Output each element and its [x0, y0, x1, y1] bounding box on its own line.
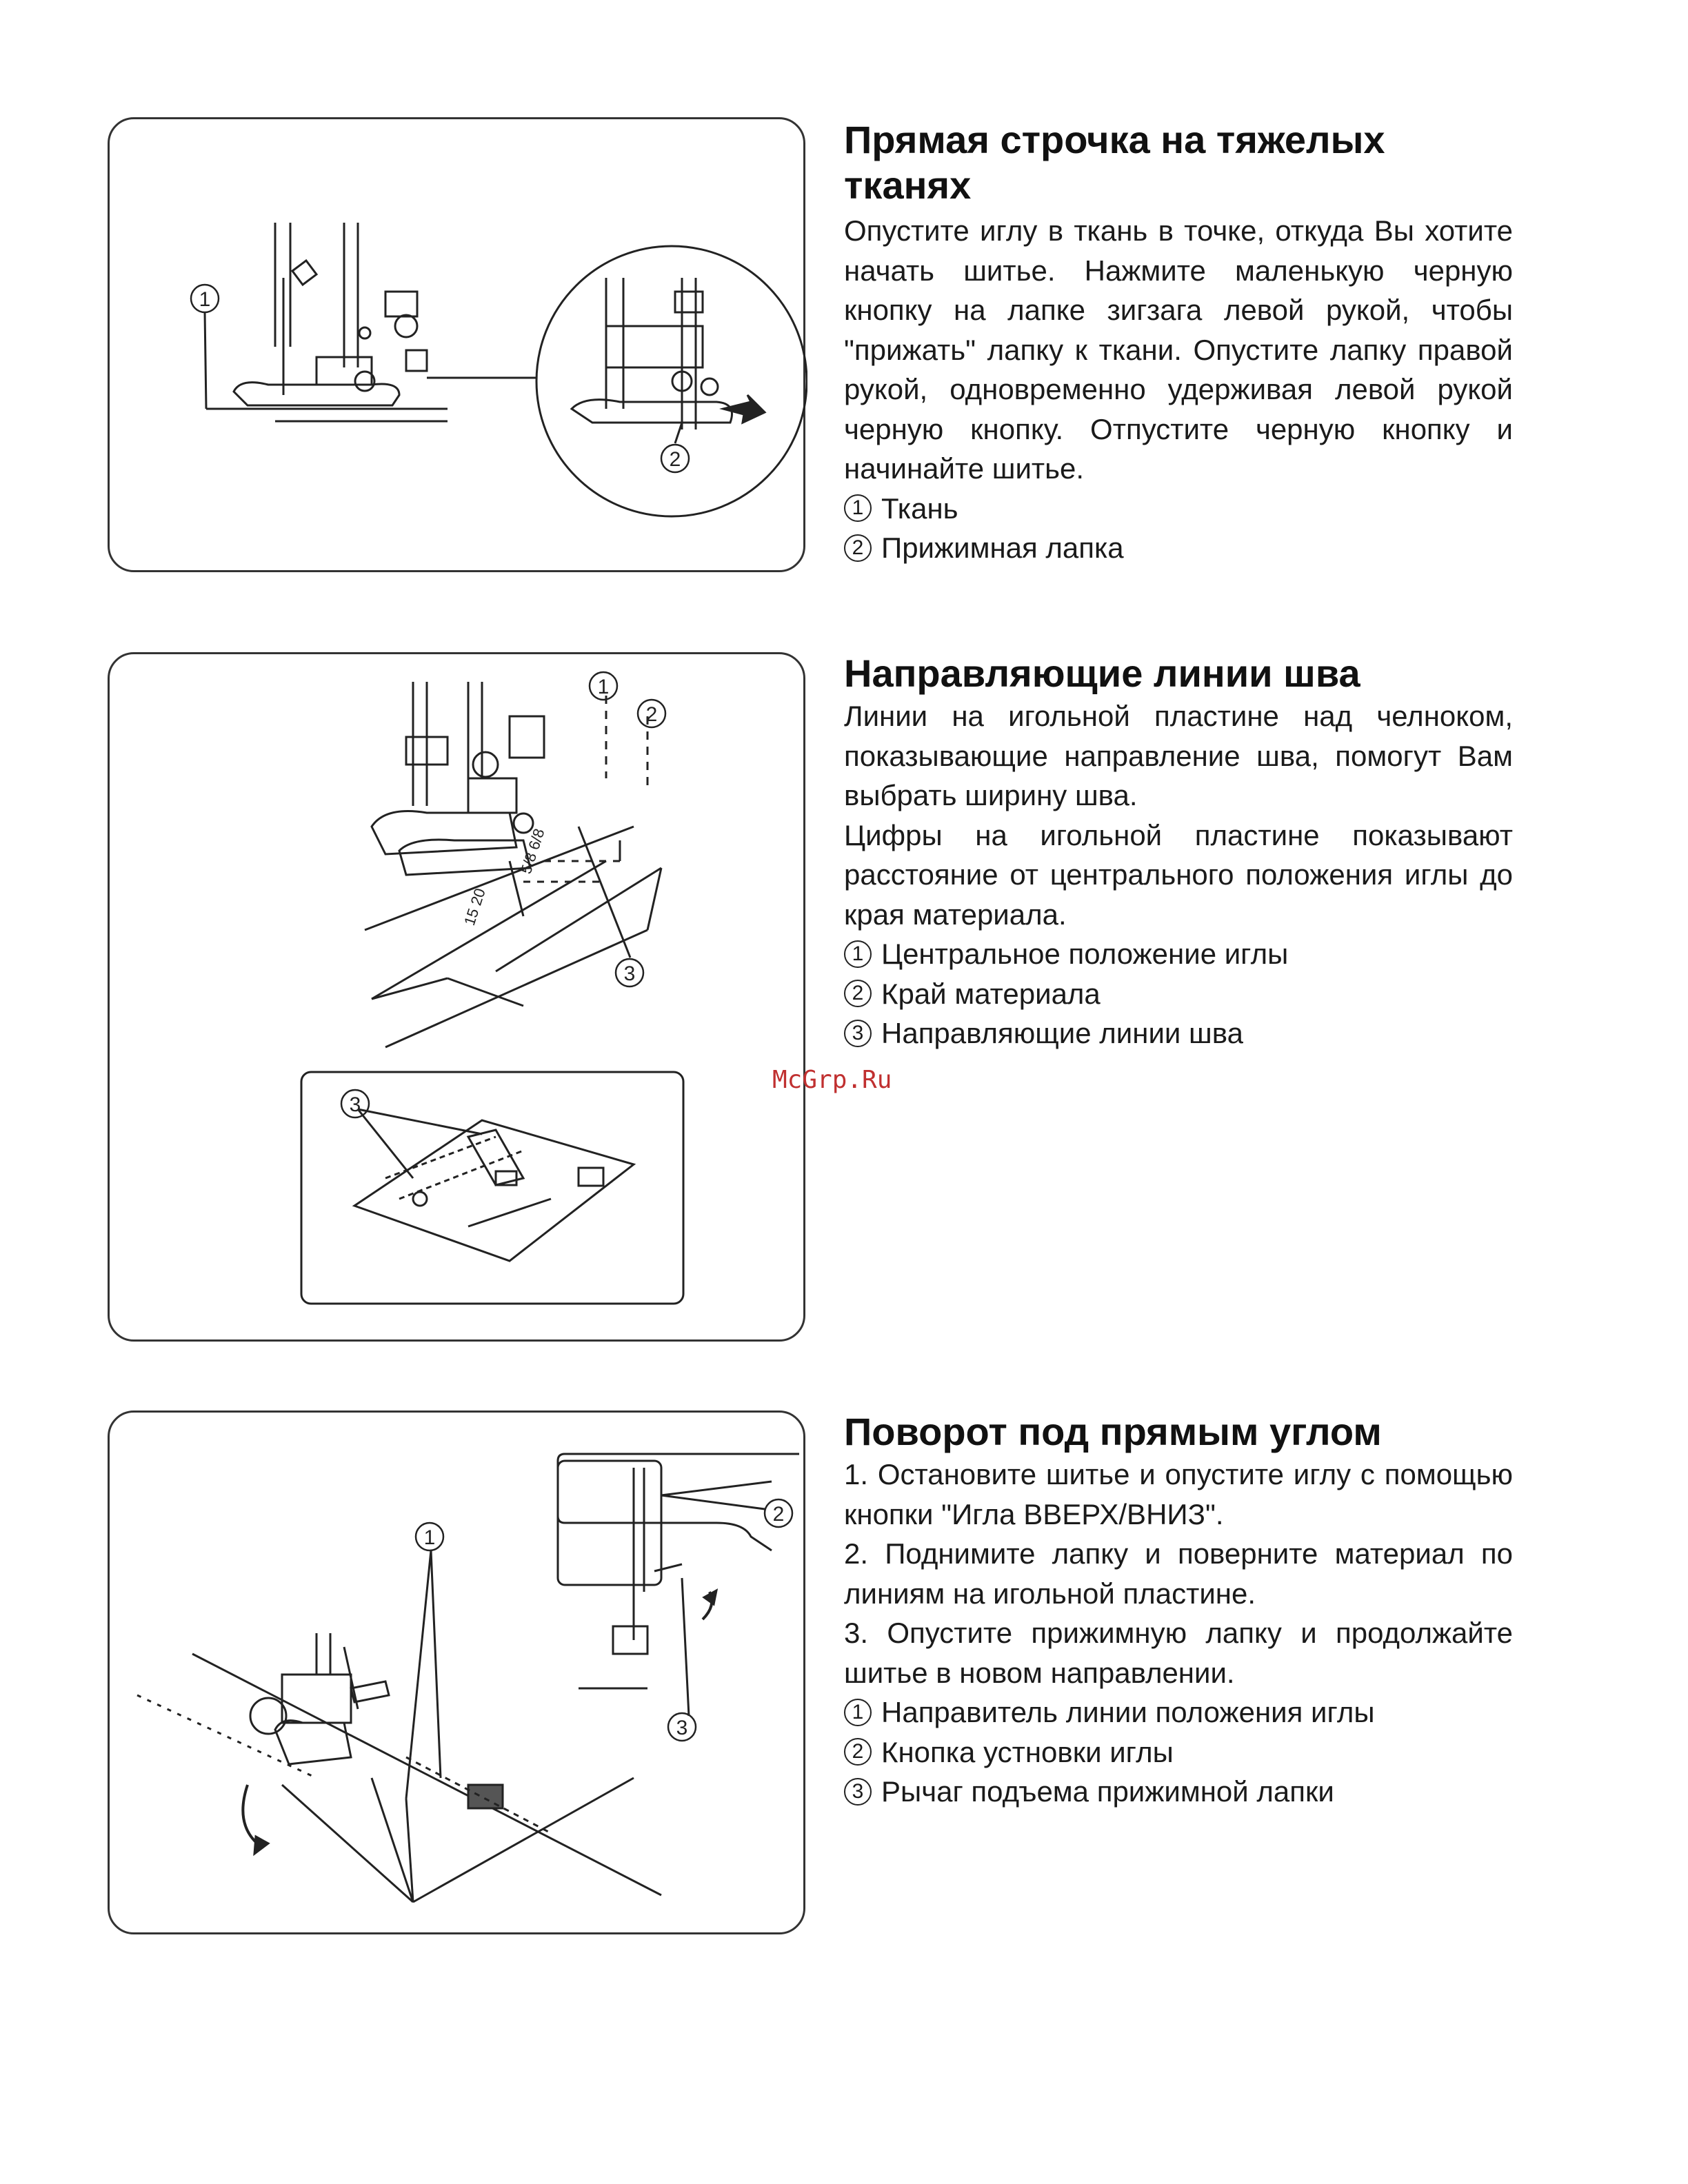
- svg-text:1: 1: [423, 1526, 436, 1549]
- svg-text:3: 3: [623, 962, 636, 985]
- svg-text:1: 1: [199, 288, 211, 311]
- paragraph: Линии на игольной пластине над челноком, показывающие направление шва, помогут Вам выбрать ширину шва.: [844, 700, 1513, 811]
- figure-callout-2: [638, 700, 665, 727]
- legend-text: Центральное положение иглы: [881, 938, 1289, 970]
- legend-item: [844, 974, 1513, 1014]
- svg-text:3: 3: [676, 1717, 688, 1739]
- figure-callout-3: [616, 959, 643, 987]
- figure-callout-1: [590, 672, 617, 700]
- seam-guide-illustration: [110, 654, 807, 1344]
- legend-item: [844, 1772, 1513, 1812]
- legend-item: [844, 1013, 1513, 1053]
- heavy-fabric-illustration: [110, 119, 807, 574]
- paragraph: 3. Опустите прижимную лапку и продолжайте шитье в новом направлении.: [844, 1617, 1513, 1689]
- paragraph: Опустите иглу в ткань в точке, откуда Вы хотите начать шитье. Нажмите маленькую черную кнопку на лапке зигзага левой рукой, чтобы "прижать" лапку к ткани. Опустите лапку правой рукой, одновременно удерживая левой рукой черную кнопку. Отпустите черную кнопку и начинайте шитье.: [844, 214, 1513, 485]
- section-title: Поворот под прямым углом: [844, 1410, 1382, 1453]
- section-title: [844, 117, 1513, 208]
- legend-item: [844, 528, 1513, 568]
- legend-item: [844, 1692, 1513, 1732]
- legend-text: Край материала: [881, 977, 1101, 1010]
- svg-text:2: 2: [772, 1503, 785, 1526]
- legend-text: Рычаг подъема прижимной лапки: [881, 1775, 1334, 1808]
- legend-text: Ткань: [881, 492, 958, 525]
- section-heavy-fabric: [844, 117, 1513, 568]
- number-badge-icon: 3: [844, 1778, 872, 1806]
- figure-callout-3-inset: [341, 1090, 369, 1118]
- svg-text:1: 1: [597, 676, 610, 698]
- svg-text:2: 2: [645, 703, 658, 726]
- figure-callout-3: [668, 1713, 696, 1741]
- title-line-1: Прямая строчка на тяжелых: [844, 118, 1385, 161]
- figure-panel-right-angle: [108, 1410, 805, 1934]
- paragraph: 2. Поднимите лапку и поверните материал по линиям на игольной пластине.: [844, 1537, 1513, 1610]
- title-line-2: тканях: [844, 163, 972, 207]
- section-right-angle: [844, 1409, 1513, 1812]
- number-badge-icon: 2: [844, 1738, 872, 1766]
- svg-text:2: 2: [669, 448, 681, 471]
- paragraph: 1. Остановите шитье и опустите иглу с помощью кнопки "Игла ВВЕРХ/ВНИЗ".: [844, 1458, 1513, 1530]
- section-title: Направляющие линии шва: [844, 651, 1360, 695]
- figure-callout-1: [416, 1523, 443, 1550]
- number-badge-icon: 1: [844, 1699, 872, 1726]
- number-badge-icon: 1: [844, 494, 872, 522]
- right-angle-illustration: [110, 1413, 807, 1937]
- number-badge-icon: 2: [844, 534, 872, 562]
- number-badge-icon: 2: [844, 980, 872, 1007]
- legend-text: Направитель линии положения иглы: [881, 1696, 1375, 1728]
- legend-item: [844, 489, 1513, 529]
- number-badge-icon: 3: [844, 1020, 872, 1047]
- number-badge-icon: 1: [844, 940, 872, 968]
- figure-callout-2: [765, 1499, 792, 1527]
- legend-item: [844, 934, 1513, 974]
- figure-callout-2: [661, 445, 689, 472]
- paragraph: Цифры на игольной пластине показывают расстояние от центрального положения иглы до края материала.: [844, 818, 1513, 931]
- svg-text:3: 3: [349, 1093, 361, 1116]
- section-seam-guides: [844, 651, 1513, 1053]
- figure-panel-heavy-fabric: [108, 117, 805, 572]
- watermark: McGrp.Ru: [772, 1066, 892, 1094]
- plate-number-label: 15 20: [460, 886, 489, 928]
- legend-text: Прижимная лапка: [881, 532, 1124, 564]
- plate-number-label: 5/8 6/8: [516, 826, 548, 876]
- legend-text: Направляющие линии шва: [881, 1017, 1243, 1049]
- legend-text: Кнопка устновки иглы: [881, 1735, 1174, 1768]
- figure-panel-seam-guides: [108, 652, 805, 1342]
- legend-item: [844, 1732, 1513, 1772]
- figure-callout-1: [191, 285, 219, 312]
